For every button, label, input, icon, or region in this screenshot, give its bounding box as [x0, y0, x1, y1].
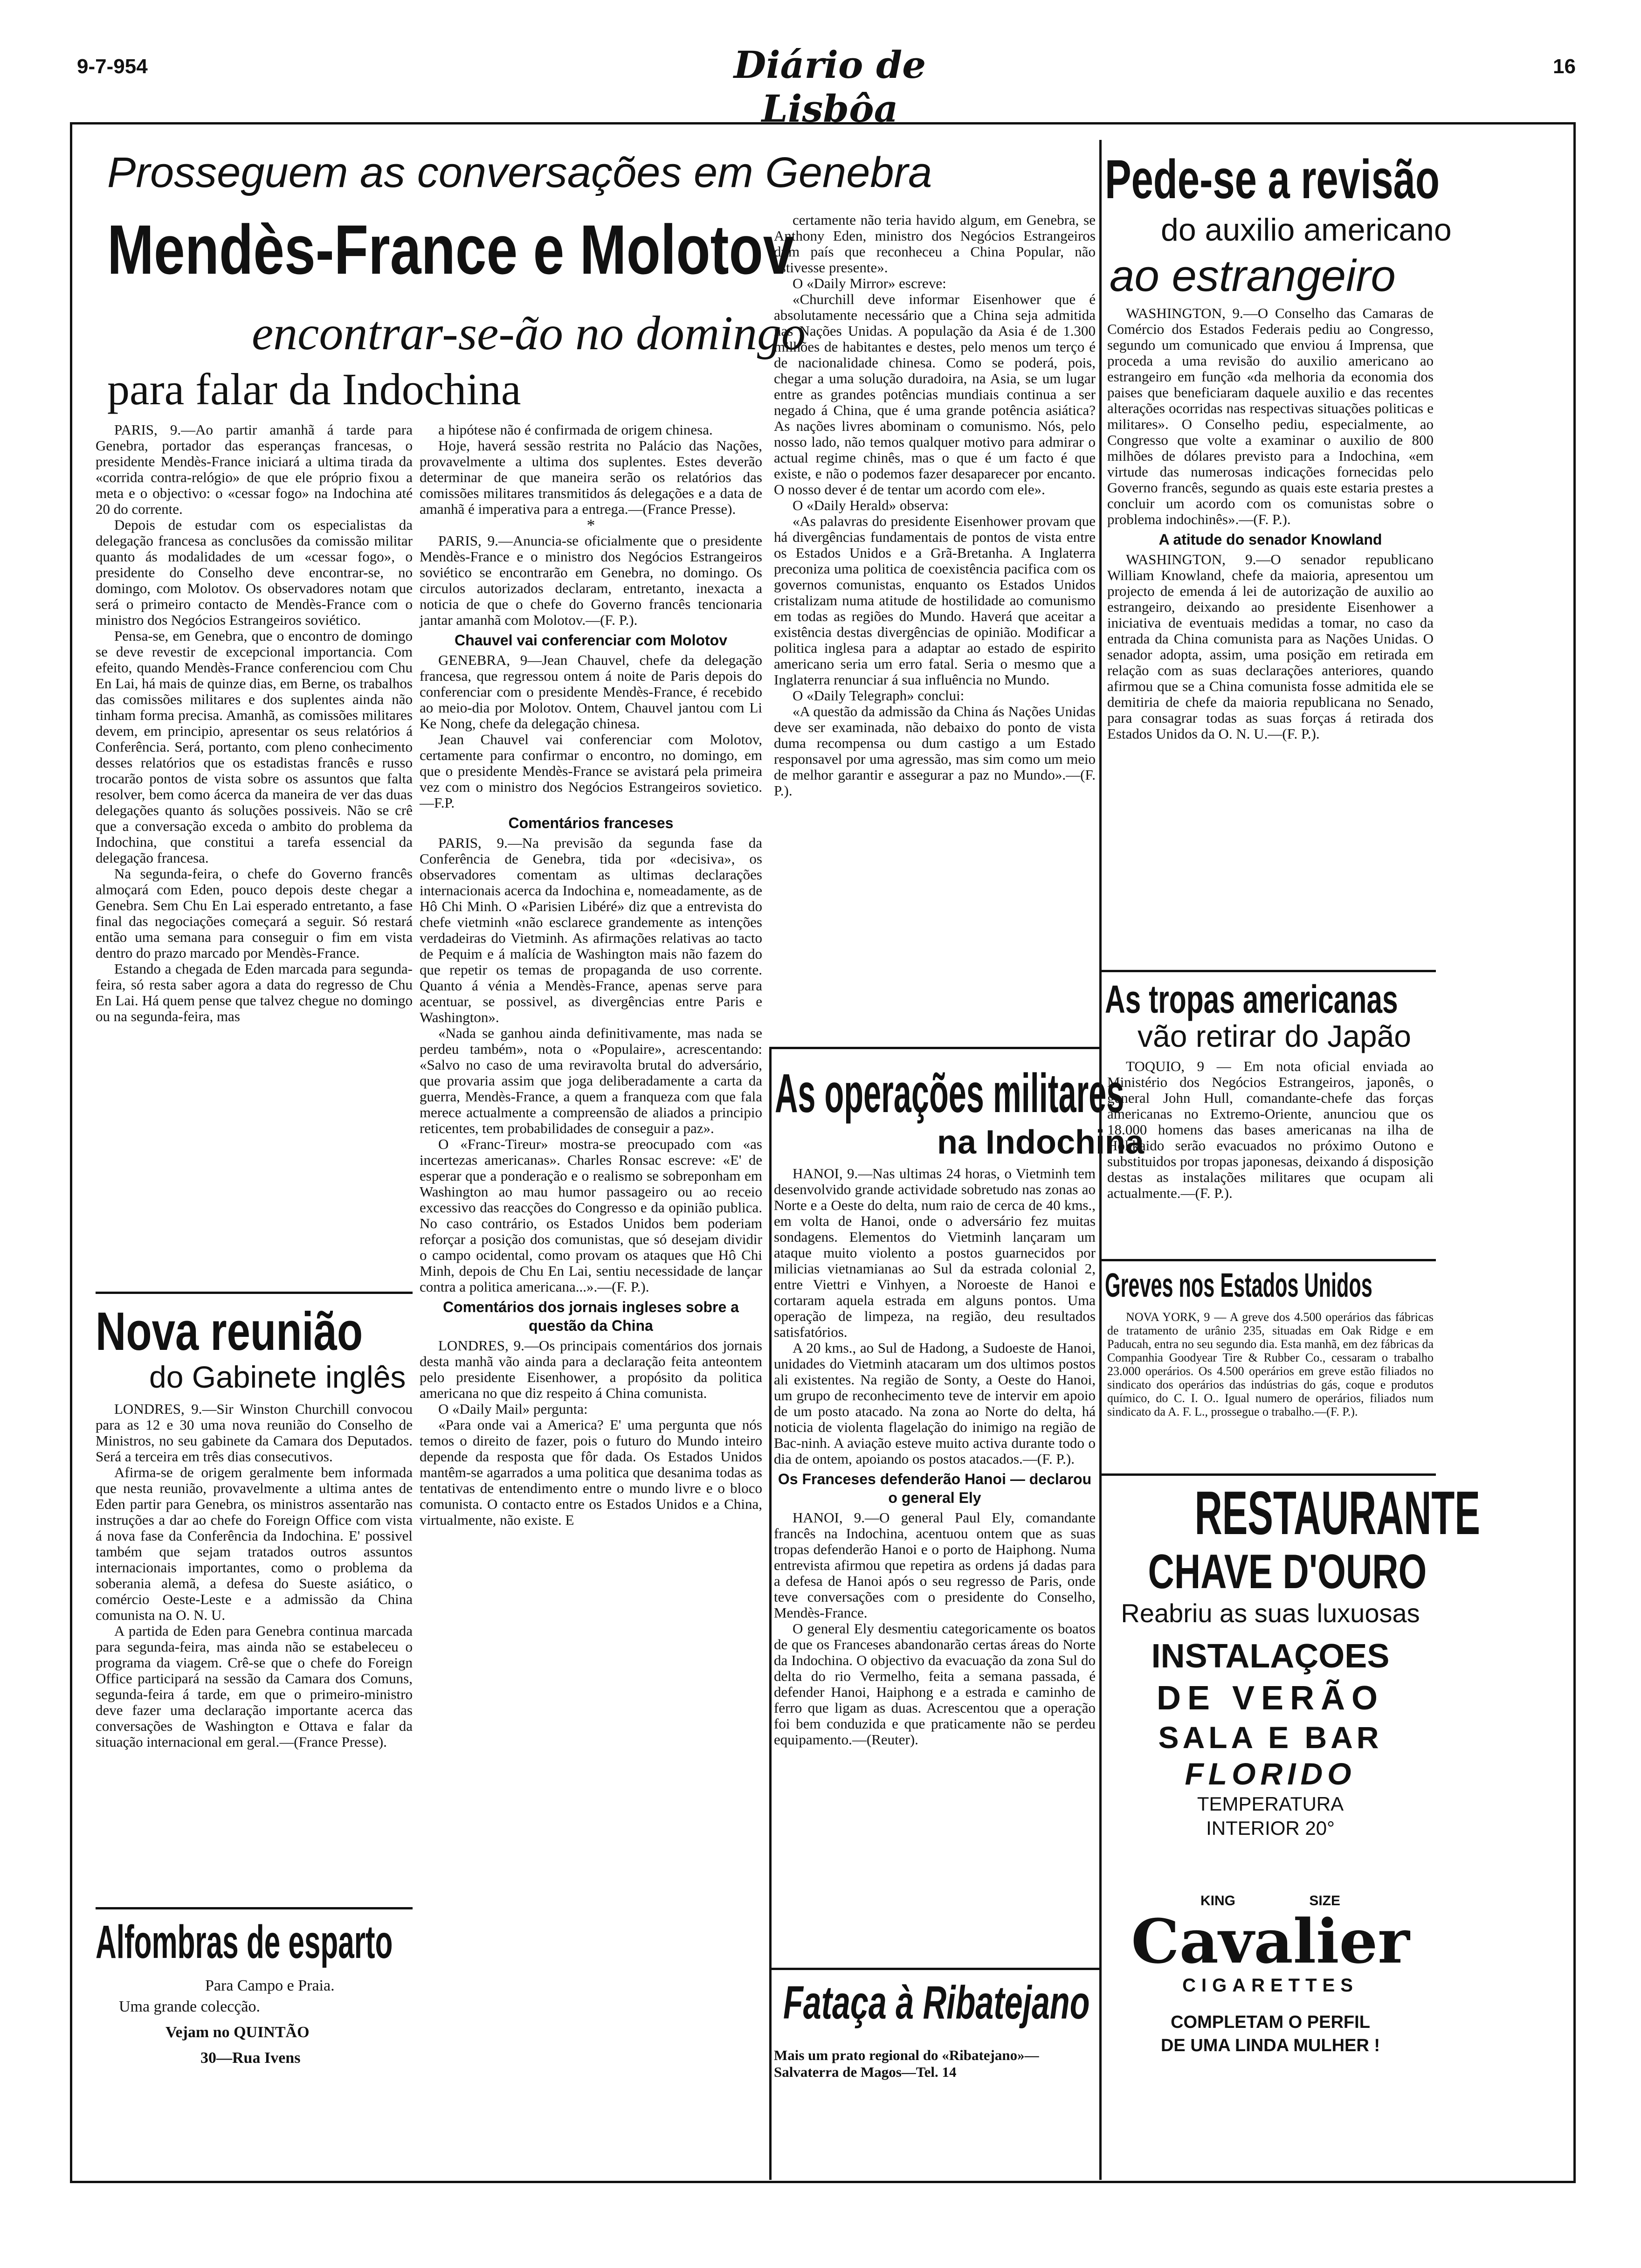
column-rule — [769, 1047, 772, 2180]
paragraph: A 20 kms., ao Sul de Hadong, a Sudoeste de Hanoi, unidades do Vietminh atacaram um dos ultimos postos ali existentes. Na região de Sonty, a Oeste do Hanoi, um grupo de reconhecimento teve de intervir em apoio de um posto atacado. Na zona ao Norte do delta, há noticia de violenta flagelação do inimigo na região de Bac-ninh. A aviação esteve muito activa durante todo o dia de ontem, apoiando os postos atacados.—(F. P.). — [774, 1340, 1096, 1467]
paragraph: O «Franc-Tireur» mostra-se preocupado com «as incertezas americanas». Charles Ronsac escreve: «E' de esperar que a ponderação e o realismo se sobreponham em Washington ao mau humor passageiro ou ao receio excessivo das reacções do Congresso e da opinião publica. No caso contrário, os Estados Unidos bem poderiam reforçar a posição dos comunistas, que só desejam dividir o campo ocidental, como provam os ataques que Hô Chi Minh, depois de Chu En Lai, sentiu necessidade de lançar contra a politica americana...».—(F. P.). — [420, 1136, 762, 1295]
geneva-deck-2: para falar da Indochina — [107, 364, 521, 414]
issue-date: 9-7-954 — [77, 55, 148, 78]
military-headline: As operações militares — [775, 1063, 1124, 1124]
ad-esparto-line: Vejam no QUINTÃO — [165, 2024, 310, 2041]
paragraph: Jean Chauvel vai conferenciar com Molotov, certamente para confirmar o encontro, no domingo, em que o presidente Mendès-France se avistará pela primeira vez com o ministro dos Negócios Estrangeiros sovietico.—F.P. — [420, 731, 762, 811]
ad-restaurant-line: Reabriu as suas luxuosas — [1121, 1598, 1420, 1628]
paragraph: Pensa-se, em Genebra, que o encontro de domingo se deve revestir de excepcional importancia. Com efeito, quando Mendès-France conferenciou com Chu En Lai, há mais de quinze dias, em Berne, os trabalhos das comissões militares e dos suplentes ainda não tinham forma precisa. Amanhã, as comissões militares devem, em principio, apresentar os seus relatórios á Conferência. Será, portanto, com pleno conhecimento desses relatórios que os estadistas francês e russo trocarão pontos de vista sobre os assuntos que falta resolver, bem como ácerca da maneira de ver das duas delegações quanto ás soluções possiveis. Não se crê que a conversação exceda o ambito do problema da Indochina, que constitui a tarefa essencial da delegação francesa. — [96, 628, 413, 866]
ad-cavalier-cigarettes: CIGARETTES — [1182, 1975, 1358, 1996]
ad-restaurant-line: SALA E BAR — [1158, 1720, 1383, 1755]
paragraph: O «Daily Mail» pergunta: — [438, 1401, 588, 1417]
paragraph: Hoje, haverá sessão restrita no Palácio das Nações, provavelmente a ultima dos suplentes. Estes deverão determinar de que maneira serão os relatórios das comissões militares transmitidos ás delegações e a data de amanhã é imperativa para a entrega.—(France Presse). — [420, 437, 762, 517]
paragraph: A partida de Eden para Genebra continua marcada para segunda-feira, mas ainda não se estabeleceu o programa da viagem. Crê-se que o chefe do Foreign Office participará na sessão da Camara dos Comuns, segunda-feira á tarde, em que o primeiro-ministro deve fazer uma declaração importante acerca das conversações de Washington e Ottava e falar da situação internacional em geral.—(France Presse). — [96, 1623, 413, 1750]
ad-restaurant-line: INTERIOR 20° — [1206, 1817, 1335, 1839]
subhead-comments: Comentários franceses — [508, 815, 674, 831]
paragraph: O «Daily Telegraph» conclui: — [793, 687, 965, 704]
paragraph: PARIS, 9.—Ao partir amanhã á tarde para Genebra, portador das esperanças francesas, o presidente Mendès-France iniciará a ultima tirada da «corrida contra-relógio» de que ele próprio fixou a meta e o objectivo: o «cessar fogo» na Indochina até 20 do corrente. — [96, 422, 413, 517]
paragraph: O «Daily Mirror» escreve: — [793, 275, 946, 291]
ad-restaurant-line: CHAVE D'OURO — [1148, 1545, 1427, 1599]
paragraph: «Churchill deve informar Eisenhower que é absolutamente necessário que a China seja admitida nas Nações Unidas. A população da Asia é de 1.300 milhões de habitantes e destes, pelo menos um terço é de nacionalidade chinesa. Como se poderá, pois, chegar a uma solução duradoira, na Asia, se um lugar entre as grandes potências mundiais continua a ser negado á China, que é uma grande potência asiática? As nações livres abominam o comunismo. Nós, pelo nosso lado, não temos qualquer motivo para admirar o actual regime chinês, mas o que é um facto é que existe, e não o podemos fazer desaparecer por encanto. O nosso dever é de tentar um acordo com ele». — [774, 291, 1096, 498]
paragraph: LONDRES, 9.—Sir Winston Churchill convocou para as 12 e 30 uma nova reunião do Conselho de Ministros, no seu gabinete da Camara dos Deputados. Será a terceira em três dias consecutivos. — [96, 1401, 413, 1465]
paragraph: WASHINGTON, 9.—O senador republicano William Knowland, chefe da maioria, apresentou um projecto de emenda á lei de autorização de auxilio ao estrangeiro, deixando ao presidente Eisenhower a iniciativa de eventuais medidas a tomar, no caso da entrada da China comunista para as Nações Unidas. O senador adopta, assim, uma posição em retirada em relação com as suas declarações anteriores, quando afirmou que se a China comunista fosse admitida ele se demitiria de chefe da maioria republicana no Senado, para consagrar todas as suas forças á retirada dos Estados Unidos da O. N. U.—(F. P.). — [1107, 551, 1434, 742]
separator-star: * — [586, 516, 595, 534]
ad-restaurant-line: RESTAURANTE — [1194, 1479, 1480, 1547]
paragraph: NOVA YORK, 9 — A greve dos 4.500 operários das fábricas de tratamento de urânio 235, situadas em Oak Ridge e em Paducah, entra no seu segundo dia. Esta manhã, em dez fábricas da Companhia Goodyear Tire & Rubber Co., cessaram o trabalho 23.000 operários. Os 4.500 operários em greve estão filiados no sindicato dos operários das indústrias do gás, coque e produtos químico, do C. I. O.. Igual numero de operários, filiados num sindicato da A. F. L., prossegue o trabalho.—(F. P.). — [1107, 1310, 1434, 1418]
paragraph: O «Daily Herald» observa: — [793, 497, 949, 513]
strikes-headline: Greves nos Estados Unidos — [1105, 1267, 1372, 1304]
geneva-kicker: Prosseguem as conversações em Genebra — [107, 149, 932, 196]
section-rule — [96, 1292, 413, 1294]
geneva-column-3 — [774, 212, 1096, 799]
ad-restaurant-line: DE VERÃO — [1156, 1680, 1385, 1717]
ad-cavalier-slogan: DE UMA LINDA MULHER ! — [1160, 2036, 1380, 2055]
ad-esparto-line: Para Campo e Praia. — [205, 1977, 335, 1994]
paragraph: certamente não teria havido algum, em Genebra, se Anthony Eden, ministro dos Negócios Estrangeiros dum país que reconheceu a China Popular, não estivesse presente». — [774, 212, 1096, 276]
paragraph: WASHINGTON, 9.—O Conselho das Camaras de Comércio dos Estados Federais pediu ao Congresso, segundo um comunicado que enviou á Imprensa, que proceda a uma revisão do auxilio americano ao estrangeiro em função «da melhoria da economia dos paises que beneficiaram daquele auxilio e das recentes alterações ocorridas nas respectivas situações politicas e militares». O Conselho pediu, especialmente, ao Congresso que volte a examinar o auxilio de 800 milhões de dólares previsto para a Indochina, «em virtude das numerosas indicações fornecidas pelo Governo francês, segundo as quais este estaria prestes a concluir um acordo com os comunistas sobre o problema indochinês».—(F. P.). — [1107, 305, 1434, 527]
ad-esparto-line: 30—Rua Ivens — [200, 2049, 301, 2067]
geneva-headline: Mendès-France e Molotov — [107, 210, 794, 289]
japan-deck: vão retirar do Japão — [1138, 1019, 1412, 1053]
section-rule — [96, 1907, 413, 1909]
paragraph: LONDRES, 9.—Os principais comentários dos jornais desta manhã vão ainda para a declaração feita anteontem pelo presidente Eisenhower, a propósito da politica americana no que diz respeito á China comunista. — [420, 1337, 762, 1401]
ad-cavalier-king: KING — [1200, 1893, 1235, 1908]
paragraph: O general Ely desmentiu categoricamente os boatos de que os Franceses abandonarão certas áreas do Norte da Indochina. O objectivo da evacuação da zona Sul do delta do rio Vermelho, feita a semana passada, é defender Hanoi, Haiphong e a estrada e caminho de ferro que ligam as duas. Acrescentou que a operação foi bem conduzida e que praticamente não se perdeu equipamento.—(Reuter). — [774, 1620, 1096, 1748]
paragraph: «A questão da admissão da China ás Nações Unidas deve ser examinada, não debaixo do ponto de vista duma recompensa ou dum castigo a um Estado responsavel por uma agressão, mas sim como um meio de melhor garantir e assegurar a paz no Mundo».—(F. P.). — [774, 703, 1096, 799]
subhead-chauvel: Chauvel vai conferenciar com Molotov — [454, 632, 728, 649]
ad-restaurant-line: TEMPERATURA — [1197, 1793, 1344, 1815]
ad-cavalier-brand: Cavalier — [1131, 1906, 1410, 1977]
japan-body — [1107, 1058, 1434, 1201]
japan-headline: As tropas americanas — [1105, 977, 1398, 1021]
strikes-body — [1107, 1310, 1434, 1418]
ad-esparto-line: Uma grande colecção. — [119, 1998, 260, 2015]
ad-esparto-title: Alfombras de esparto — [96, 1916, 393, 1968]
ad-cavalier-slogan: COMPLETAM O PERFIL — [1171, 2012, 1370, 2032]
paragraph: «Para onde vai a America? E' uma pergunta que nós temos o direito de fazer, pois o futuro do Mundo inteiro depende da resposta que fôr dada. Os Estados Unidos mantêm-se agarrados a uma politica que desanima todas as tentativas de entendimento entre o mundo livre e o bloco comunista. O contacto entre os Estados Unidos e a China, virtualmente, não existe. E — [420, 1417, 762, 1528]
section-rule — [1100, 1259, 1436, 1261]
ad-restaurant — [1107, 1479, 1480, 1840]
aid-headline-3: ao estrangeiro — [1110, 251, 1396, 301]
paragraph: Depois de estudar com os especialistas da delegação francesa as conclusões da comissão militar quanto ás modalidades de um «cessar fogo», o presidente do Conselho deve encontrar-se, no domingo, com Molotov. Os observadores notam que será o primeiro contacto de Mendès-France com o ministro dos Negócios Estrangeiros soviético. — [96, 517, 413, 628]
ad-restaurant-line: FLORIDO — [1185, 1756, 1356, 1791]
subhead-english-press: Comentários dos jornais ingleses sobre a questão da China — [443, 1299, 739, 1334]
section-rule — [1100, 1473, 1436, 1476]
section-rule — [769, 1047, 1100, 1049]
ad-fataca-body: Mais um prato regional do «Ribatejano»—Salvaterra de Magos—Tel. 14 — [774, 2047, 1039, 2080]
newspaper-title: Diário de Lisbôa — [733, 43, 926, 131]
paragraph: PARIS, 9.—Na previsão da segunda fase da Conferência de Genebra, tida por «decisiva», os observadores comentam as ultimas declarações internacionais acerca da Indochina e, nomeadamente, as de Hô Chi Minh. O «Parisien Libéré» diz que a entrevista do chefe vietminh «não esclarece grandemente as intenções verdadeiras do Vietminh. As afirmações relativas ao tacto de Pequim e á malícia de Washington mais não fazem do que repetir os temas de propaganda de uso corrente. Quanto á vénia a Mendès-France, apenas serve para acentuar, se possivel, as divergências entre Paris e Washington». — [420, 835, 762, 1025]
subhead-ely: Os Franceses defenderão Hanoi — declarou o general Ely — [778, 1471, 1092, 1506]
paragraph: «Nada se ganhou ainda definitivamente, mas nada se perdeu também», nota o «Populaire», acrescentando: «Salvo no caso de uma reviravolta brutal do adversário, que provaria assim que joga deliberadamente a carta da guerra, Mendès-France, a quem a franqueza com que fala merece actualmente a compreensão de aliados a principio reticentes, tem probabilidades de conseguir a paz». — [420, 1025, 762, 1136]
ad-cavalier-size: SIZE — [1309, 1893, 1341, 1908]
paragraph: HANOI, 9.—O general Paul Ely, comandante francês na Indochina, acentuou ontem que as suas tropas defenderão Hanoi e o porto de Haiphong. Numa entrevista afirmou que repetira as ordens já dadas para a defesa de Hanoi após o seu regresso de Paris, onde teve conversações com o presidente do Conselho, Mendès-France. — [774, 1509, 1096, 1621]
paragraph: HANOI, 9.—Nas ultimas 24 horas, o Vietminh tem desenvolvido grande actividade sobretudo nas zonas ao Norte e a Oeste do delta, num raio de cerca de 40 kms., em volta de Hanoi, onde o adversário fez muitas sondagens. Elementos do Vietminh lançaram um ataque muito violento a postos guarnecidos por milicias vietnamianas ao Sul da estrada colonial 2, entre Viettri e Vinhyen, a Noroeste de Hanoi e cortaram aquela estrada em alguns pontos. Uma operação de limpeza, na região, deu resultados satisfatórios. — [774, 1165, 1096, 1340]
ad-fataca-title: Fataça à Ribatejano — [783, 1977, 1090, 2029]
paragraph: Estando a chegada de Eden marcada para segunda-feira, só resta saber agora a data do regresso de Chu En Lai. Há quem pense que talvez chegue no domingo ou na segunda-feira, mas — [96, 961, 413, 1024]
paragraph: Na segunda-feira, o chefe do Governo francês almoçará com Eden, pouco depois deste chegar a Genebra. Sem Chu En Lai esperado entretanto, a fase final das negociações começará a seguir. Só restará então uma semana para conseguir o fim em vista dentro do prazo marcado por Mendès-France. — [96, 865, 413, 961]
military-deck: na Indochina — [937, 1124, 1145, 1161]
aid-headline-1: Pede-se a revisão — [1105, 149, 1440, 210]
cabinet-body — [96, 1401, 413, 1750]
geneva-deck-1: encontrar-se-ão no domingo — [252, 306, 806, 360]
geneva-column-2 — [420, 422, 762, 1528]
aid-headline-2: do auxilio americano — [1161, 212, 1452, 248]
paragraph: a hipótese não é confirmada de origem chinesa. — [438, 422, 713, 438]
aid-body — [1107, 305, 1434, 742]
cabinet-headline: Nova reunião — [96, 1301, 363, 1362]
paragraph: PARIS, 9.—Anuncia-se oficialmente que o presidente Mendès-France e o ministro dos Negócios Estrangeiros soviético se encontrarão em Genebra, no domingo. Os circulos autorizados declaram, entretanto, inexacta a noticia de que o chefe do Governo francês tencionaria jantar amanhã com Molotov.—(F. P.). — [420, 532, 762, 628]
geneva-column-1 — [96, 422, 413, 1024]
paragraph: GENEBRA, 9—Jean Chauvel, chefe da delegação francesa, que regressou ontem á noite de Paris depois do conferenciar com o presidente Mendès-France, é recebido ao meio-dia por Molotov. Ontem, Chauvel jantou com Li Ke Nong, chefe da delegação chinesa. — [420, 652, 762, 732]
subhead-knowland: A atitude do senador Knowland — [1158, 531, 1382, 548]
cabinet-deck: do Gabinete inglês — [149, 1360, 406, 1394]
ad-cavalier — [1107, 1893, 1434, 2057]
paragraph: Afirma-se de origem geralmente bem informada que nesta reunião, provavelmente a ultima antes de Eden partir para Genebra, os ministros assentarão nas instruções a dar ao chefe do Foreign Office com vista á nova fase da Conferência da Indochina. E' possivel também que sejam tratados outros assuntos internacionais importantes, como o problema da soberania alemã, a defesa do Sueste asiático, o comércio Oeste-Leste e a admissão da China comunista na O. N. U. — [96, 1464, 413, 1623]
section-rule — [1100, 970, 1436, 972]
paragraph: TOQUIO, 9 — Em nota oficial enviada ao Ministério dos Negócios Estrangeiros, japonês, o general John Hull, comandante-chefe das forças americanas no Extremo-Oriente, anunciou que os 18.000 homens das bases americanas na ilha de Hokkaido serão evacuados no próximo Outono e substituidos por tropas japonesas, deixando á disposição destas as instalações militares que ocupam ali actualmente.—(F. P.). — [1107, 1058, 1434, 1201]
page-number: 16 — [1553, 55, 1576, 78]
section-rule — [769, 1968, 1100, 1970]
ad-restaurant-line: INSTALAÇOES — [1151, 1638, 1390, 1675]
military-body — [774, 1166, 1096, 1748]
paragraph: «As palavras do presidente Eisenhower provam que há divergências fundamentais de pontos de vista entre os Estados Unidos e a Grã-Bretanha. A Inglaterra preconiza uma politica de coexistência pacifica com os governos comunistas, enquanto os Estados Unidos cristalizam numa atitude de hostilidade ao comunismo em todas as regiões do Mundo. Haverá que aceitar a existência destas divergências de opinião. Modificar a politica inglesa para a adaptar ao estado de espirito americano seria um erro fatal. Seria o mesmo que a Inglaterra renunciar á sua influência no Mundo. — [774, 513, 1096, 688]
